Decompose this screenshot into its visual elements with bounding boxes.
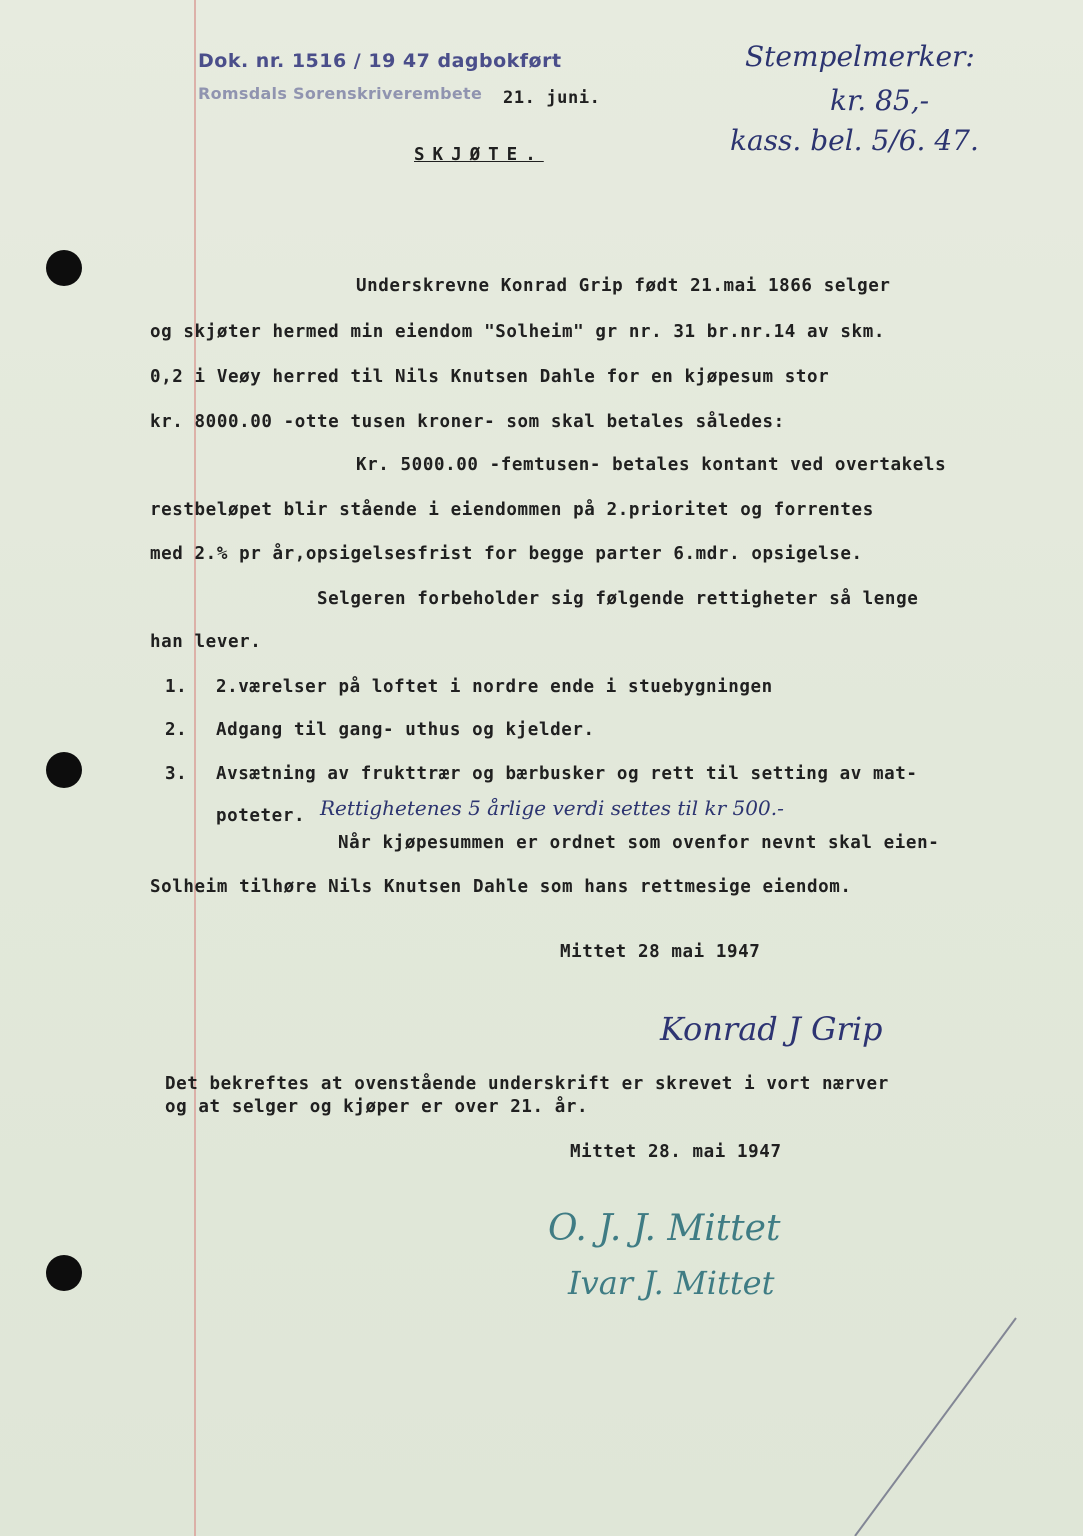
signature-witness-2: Ivar J. Mittet bbox=[568, 1264, 775, 1302]
list-item-2-number: 2. bbox=[165, 720, 188, 740]
paragraph1-line1: Underskrevne Konrad Grip født 21.mai 1866 selger bbox=[356, 276, 891, 296]
confirmation-line2: og at selger og kjøper er over 21. år. bbox=[165, 1097, 589, 1117]
paragraph1-line2: og skjøter hermed min eiendom "Solheim" gr nr. 31 br.nr.14 av skm. bbox=[150, 322, 885, 342]
list-item-3-number: 3. bbox=[165, 764, 188, 784]
margin-line bbox=[194, 0, 196, 1536]
signature-witness-1: O. J. J. Mittet bbox=[548, 1208, 781, 1249]
paragraph3-line2: han lever. bbox=[150, 632, 262, 652]
paragraph1-line3: 0,2 i Veøy herred til Nils Knutsen Dahle for en kjøpesum stor bbox=[150, 367, 830, 387]
place-date-2: Mittet 28. mai 1947 bbox=[570, 1142, 782, 1162]
paragraph4-line2: Solheim tilhøre Nils Knutsen Dahle som hans rettmesige eiendom. bbox=[150, 877, 852, 897]
registration-stamp-line1: Dok. nr. 1516 / 19 47 dagbokført bbox=[198, 50, 562, 72]
signature-seller: Konrad J Grip bbox=[660, 1010, 883, 1048]
punch-hole-top bbox=[46, 250, 82, 286]
punch-hole-bottom bbox=[46, 1255, 82, 1291]
registration-date: 21. juni. bbox=[503, 88, 601, 108]
punch-hole-middle bbox=[46, 752, 82, 788]
list-item-2-text: Adgang til gang- uthus og kjelder. bbox=[216, 720, 595, 740]
list-item-1-text: 2.værelser på loftet i nordre ende i stuebygningen bbox=[216, 677, 773, 697]
paragraph4-line1: Når kjøpesummen er ordnet som ovenfor nevnt skal eien- bbox=[338, 833, 940, 853]
stamp-note-line3: kass. bel. 5/6. 47. bbox=[730, 124, 979, 157]
paragraph2-line2: restbeløpet blir stående i eiendommen på 2.prioritet og forrentes bbox=[150, 500, 874, 520]
registration-stamp-line2: Romsdals Sorenskriverembete bbox=[198, 84, 483, 103]
place-date-1: Mittet 28 mai 1947 bbox=[560, 942, 761, 962]
stamp-note-line1: Stempelmerker: bbox=[745, 40, 975, 73]
paragraph2-line1: Kr. 5000.00 -femtusen- betales kontant ved overtakels bbox=[356, 455, 947, 475]
list-item-3-continuation: poteter. bbox=[216, 806, 306, 826]
paragraph3-line1: Selgeren forbeholder sig følgende rettigheter så lenge bbox=[317, 589, 919, 609]
confirmation-line1: Det bekreftes at ovenstående underskrift er skrevet i vort nærver bbox=[165, 1074, 889, 1094]
stamp-note-line2: kr. 85,- bbox=[830, 84, 930, 117]
paragraph1-line4: kr. 8000.00 -otte tusen kroner- som skal betales således: bbox=[150, 412, 785, 432]
list-item-3-text: Avsætning av frukttrær og bærbusker og rett til setting av mat- bbox=[216, 764, 918, 784]
list-item-1-number: 1. bbox=[165, 677, 188, 697]
paragraph2-line3: med 2.% pr år,opsigelsesfrist for begge parter 6.mdr. opsigelse. bbox=[150, 544, 863, 564]
document-title: SKJØTE. bbox=[414, 145, 544, 165]
handwritten-note: Rettighetenes 5 årlige verdi settes til kr 500.- bbox=[320, 796, 784, 820]
